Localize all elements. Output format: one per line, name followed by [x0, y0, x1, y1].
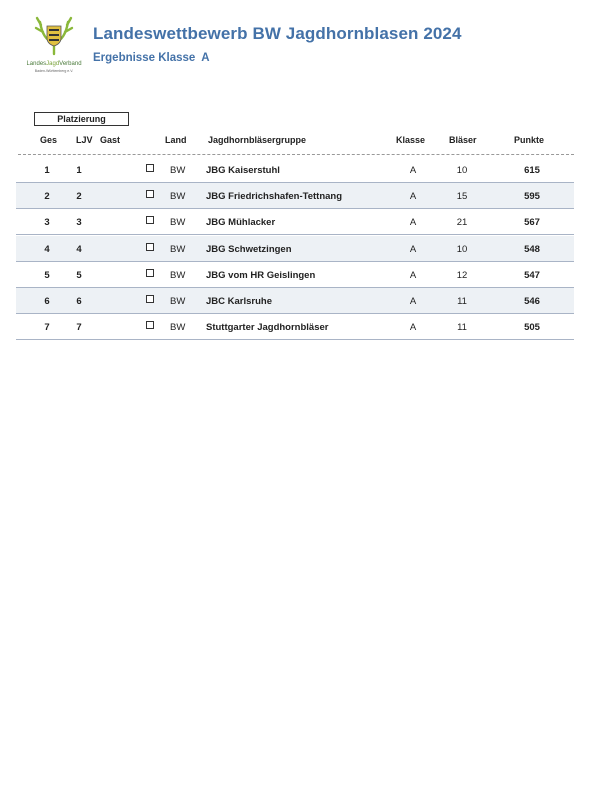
cell-blaeser: 11 — [457, 296, 467, 307]
cell-gruppe: JBG Mühlacker — [206, 217, 276, 229]
cell-gruppe: JBG Kaiserstuhl — [206, 165, 280, 176]
col-header-ljv: LJV — [76, 135, 93, 145]
col-header-gast: Gast — [100, 135, 121, 145]
cell-land: BW — [170, 269, 186, 281]
col-header-punkte: Punkte — [514, 135, 545, 145]
cell-land: BW — [170, 296, 186, 307]
cell-punkte: 567 — [524, 217, 540, 229]
cell-klasse: A — [409, 191, 417, 203]
cell-punkte: 595 — [524, 191, 540, 203]
col-header-gruppe: Jagdhornbläsergruppe — [208, 135, 307, 145]
cell-blaeser: 21 — [456, 217, 468, 229]
cell-punkte: 615 — [524, 165, 540, 176]
cell-ljv: 4 — [76, 243, 82, 255]
cell-land: BW — [170, 191, 186, 203]
cell-ljv: 5 — [76, 269, 82, 281]
gast-checkbox[interactable] — [146, 269, 154, 277]
cell-klasse: A — [409, 243, 417, 255]
table-row — [16, 157, 574, 183]
cell-ges: 4 — [44, 243, 50, 255]
cell-punkte: 546 — [524, 296, 540, 307]
gast-checkbox[interactable] — [146, 164, 154, 172]
col-header-klasse: Klasse — [396, 135, 426, 145]
antler-crest-icon — [34, 14, 74, 60]
cell-ljv: 2 — [76, 191, 82, 203]
header-divider — [18, 154, 574, 155]
cell-land: BW — [170, 243, 186, 255]
cell-land: BW — [170, 322, 186, 334]
cell-gruppe: JBC Karlsruhe — [206, 296, 272, 307]
logo-wordmark: LandesJagdVerband — [26, 61, 82, 67]
col-header-blaeser: Bläser — [449, 135, 477, 145]
cell-gruppe: Stuttgarter Jagdhornbläser — [206, 322, 329, 334]
cell-punkte: 548 — [524, 243, 540, 255]
cell-ges: 6 — [44, 296, 50, 307]
logo — [20, 14, 88, 78]
cell-ges: 3 — [44, 217, 50, 229]
cell-ljv: 6 — [76, 296, 82, 307]
gast-checkbox[interactable] — [146, 321, 154, 329]
table-row — [16, 288, 574, 314]
col-header-land: Land — [165, 135, 187, 145]
cell-ljv: 7 — [76, 322, 82, 334]
placement-group-label: Platzierung — [34, 112, 129, 126]
cell-ljv: 1 — [76, 165, 82, 176]
cell-klasse: A — [409, 296, 417, 307]
gast-checkbox[interactable] — [146, 190, 154, 198]
table-row — [16, 314, 574, 340]
cell-ges: 7 — [44, 322, 50, 334]
gast-checkbox[interactable] — [146, 243, 154, 251]
page-title: Landeswettbewerb BW Jagdhornblasen 2024 — [93, 24, 462, 43]
gast-checkbox[interactable] — [146, 216, 154, 224]
cell-land: BW — [170, 217, 186, 229]
cell-punkte: 547 — [524, 269, 540, 281]
cell-ges: 2 — [44, 191, 50, 203]
cell-ges: 5 — [44, 269, 50, 281]
cell-ljv: 3 — [76, 217, 82, 229]
cell-klasse: A — [409, 322, 417, 334]
cell-gruppe: JBG Schwetzingen — [206, 243, 292, 255]
cell-klasse: A — [409, 217, 417, 229]
cell-ges: 1 — [44, 165, 50, 176]
cell-land: BW — [170, 165, 186, 176]
cell-gruppe: JBG vom HR Geislingen — [206, 269, 316, 281]
col-header-ges: Ges — [40, 135, 58, 145]
logo-subline: Baden-Württemberg e.V. — [34, 69, 74, 73]
table-row — [16, 262, 574, 288]
table-row — [16, 236, 574, 262]
cell-punkte: 505 — [524, 322, 540, 334]
cell-blaeser: 10 — [456, 243, 468, 255]
table-row — [16, 209, 574, 235]
page-subtitle: Ergebnisse Klasse A — [93, 52, 210, 64]
cell-blaeser: 15 — [456, 191, 468, 203]
cell-klasse: A — [409, 165, 417, 176]
cell-gruppe: JBG Friedrichshafen-Tettnang — [206, 191, 343, 203]
cell-klasse: A — [409, 269, 417, 281]
cell-blaeser: 11 — [457, 322, 467, 334]
cell-blaeser: 10 — [456, 165, 468, 176]
cell-blaeser: 12 — [456, 269, 468, 281]
class-value: A — [201, 52, 210, 64]
gast-checkbox[interactable] — [146, 295, 154, 303]
table-row — [16, 183, 574, 209]
